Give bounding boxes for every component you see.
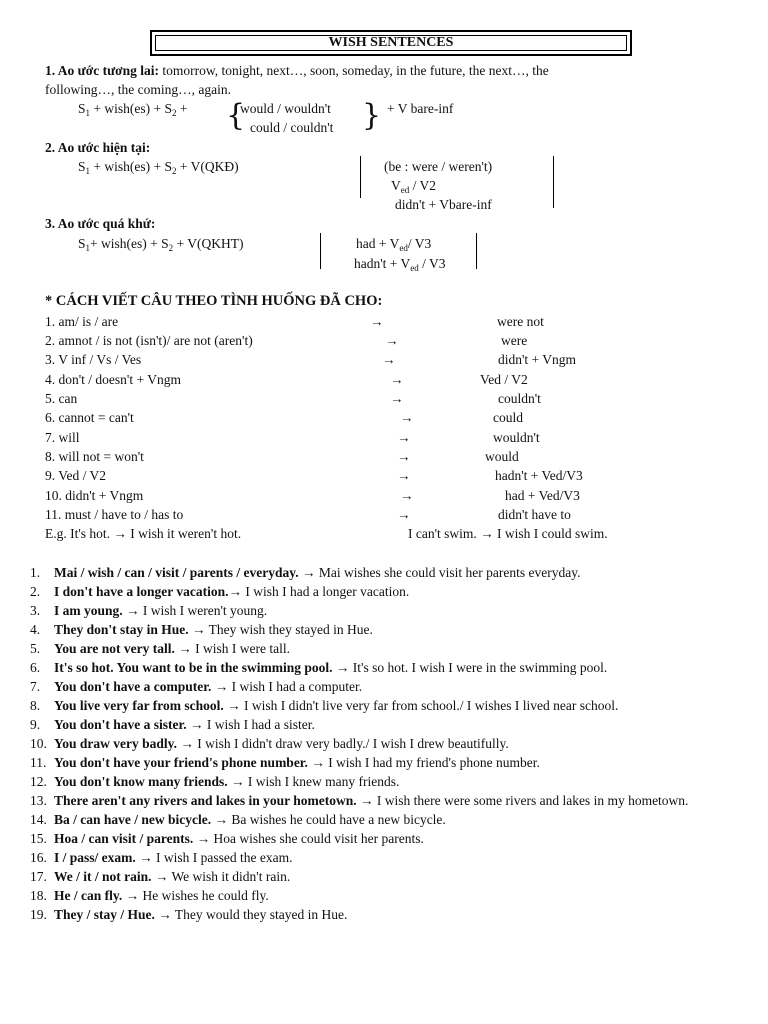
example-left: E.g. It's hot. → I wish it weren't hot. (45, 526, 242, 541)
rule-row (45, 370, 745, 389)
future-line-1 (45, 61, 549, 80)
arrow-icon: → (397, 507, 411, 522)
rule-row (45, 331, 745, 350)
past-right-bar (476, 233, 477, 269)
arrow-icon: → (370, 314, 384, 329)
left-brace-icon: { (226, 98, 246, 133)
rule-from: 4. don't / doesn't + Vngm (45, 372, 181, 387)
rule-row (45, 505, 745, 524)
rule-to: wouldn't (493, 430, 540, 445)
rule-from: 10. didn't + Vngm (45, 488, 144, 503)
present-heading: 2. Ao ước hiện tại: (45, 140, 151, 155)
rule-to: hadn't + Ved/V3 (495, 468, 583, 483)
list-item: 19. They / stay / Hue. → They would they stayed in Hue. (30, 907, 348, 922)
examples-list (30, 563, 730, 924)
future-heading: 1. Ao ước tương lai: (45, 63, 160, 78)
rule-from: 8. will not = won't (45, 449, 144, 464)
list-item: 2. I don't have a longer vacation.→ I wish I had a longer vacation. (30, 584, 410, 599)
list-item: 6. It's so hot. You want to be in the swimming pool. → It's so hot. I wish I were in the swimming pool. (30, 660, 608, 675)
rule-row (45, 428, 745, 447)
arrow-icon: → (397, 468, 411, 483)
list-item: 10. You draw very badly. → I wish I didn't draw very badly./ I wish I drew beautifully. (30, 736, 509, 751)
present-option-2: $V_{ed} / V2$ (391, 178, 437, 195)
page-title: WISH SENTENCES (155, 35, 627, 51)
future-result: + V bare-inf (387, 101, 454, 116)
rule-to: didn't + Vngm (498, 352, 577, 367)
arrow-icon: → (397, 430, 411, 445)
list-item: 3. I am young. → I wish I weren't young. (30, 603, 268, 618)
future-text-1: tomorrow, tonight, next…, soon, someday, in the future, the next…, the (159, 63, 549, 78)
arrow-icon: → (390, 391, 404, 406)
list-item: 14. Ba / can have / new bicycle. → Ba wishes he could have a new bicycle. (30, 812, 446, 827)
rule-to: didn't have to (498, 507, 571, 522)
rule-to: could (493, 410, 523, 425)
list-item: 9. You don't have a sister. → I wish I had a sister. (30, 717, 315, 732)
list-item: 1. Mai / wish / can / visit / parents / everyday. → Mai wishes she could visit her parents everyday. (30, 565, 581, 580)
list-item: 5. You are not very tall. → I wish I were tall. (30, 641, 290, 656)
rule-to: were (501, 333, 528, 348)
rule-to: couldn't (498, 391, 541, 406)
past-option-2: hadn't + $V_{ed} / V3$ (354, 256, 446, 273)
rule-row (45, 389, 745, 408)
list-item: 4. They don't stay in Hue. → They wish they stayed in Hue. (30, 622, 373, 637)
future-option-1: would / wouldn't (240, 101, 331, 116)
present-option-1: (be : were / weren't) (384, 159, 493, 174)
list-item: 17. We / it / not rain. → We wish it didn't rain. (30, 869, 291, 884)
rule-row (45, 312, 745, 331)
rule-from: 5. can (45, 391, 78, 406)
arrow-icon: → (397, 449, 411, 464)
rule-from: 11. must / have to / has to (45, 507, 184, 522)
rules-heading: * CÁCH VIẾT CÂU THEO TÌNH HUỐNG ĐÃ CHO: (45, 293, 383, 309)
list-item: 11. You don't have your friend's phone number. → I wish I had my friend's phone number. (30, 755, 540, 770)
arrow-icon: → (385, 333, 399, 348)
example-right: I can't swim. → I wish I could swim. (408, 526, 608, 541)
list-item: 15. Hoa / can visit / parents. → Hoa wishes she could visit her parents. (30, 831, 424, 846)
present-formula: $S_1$ + wish(es) + $S_2$ + V(QKĐ) (78, 159, 239, 176)
arrow-icon: → (400, 488, 414, 503)
rule-from: 1. am/ is / are (45, 314, 119, 329)
past-option-1: had + $V_{ed}/$ V3 (356, 236, 432, 253)
list-item: 13. There aren't any rivers and lakes in your hometown. → I wish there were some rivers and lakes in my hometown. (30, 793, 689, 808)
future-option-2: could / couldn't (250, 120, 334, 135)
list-item: 7. You don't have a computer. → I wish I had a computer. (30, 679, 363, 694)
rule-to: Ved / V2 (480, 372, 528, 387)
arrow-icon: → (400, 410, 414, 425)
rule-row (45, 408, 745, 427)
right-brace-icon: } (362, 98, 382, 133)
rule-to: were not (497, 314, 544, 329)
future-formula: $S_1$ + wish(es) + $S_2$ + (78, 101, 188, 118)
rule-row (45, 486, 745, 505)
past-left-bar (320, 233, 321, 269)
rule-from: 2. amnot / is not (isn't)/ are not (aren't) (45, 333, 253, 348)
rule-from: 3. V inf / Vs / Ves (45, 352, 142, 367)
list-item: 16. I / pass/ exam. → I wish I passed the exam. (30, 850, 293, 865)
rule-row (45, 350, 745, 369)
rule-row (45, 447, 745, 466)
title-box (150, 30, 632, 56)
rule-from: 7. will (45, 430, 80, 445)
present-left-bar (360, 156, 361, 198)
future-line-2: following…, the coming…, again. (45, 82, 231, 97)
present-right-bar (553, 156, 554, 208)
arrow-icon: → (382, 352, 396, 367)
list-item: 8. You live very far from school. → I wish I didn't live very far from school./ I wishes I lived near school. (30, 698, 619, 713)
rule-from: 6. cannot = can't (45, 410, 134, 425)
rule-to: would (485, 449, 519, 464)
rule-row (45, 466, 745, 485)
list-item: 18. He / can fly. → He wishes he could fly. (30, 888, 269, 903)
past-heading: 3. Ao ước quá khứ: (45, 216, 156, 231)
rule-from: 9. Ved / V2 (45, 468, 107, 483)
list-item: 12. You don't know many friends. → I wish I knew many friends. (30, 774, 400, 789)
past-formula: $S_1+$ wish(es) + $S_2$ + V(QKHT) (78, 236, 244, 253)
rule-to: had + Ved/V3 (505, 488, 580, 503)
arrow-icon: → (390, 372, 404, 387)
present-option-3: didn't + Vbare-inf (395, 197, 492, 212)
